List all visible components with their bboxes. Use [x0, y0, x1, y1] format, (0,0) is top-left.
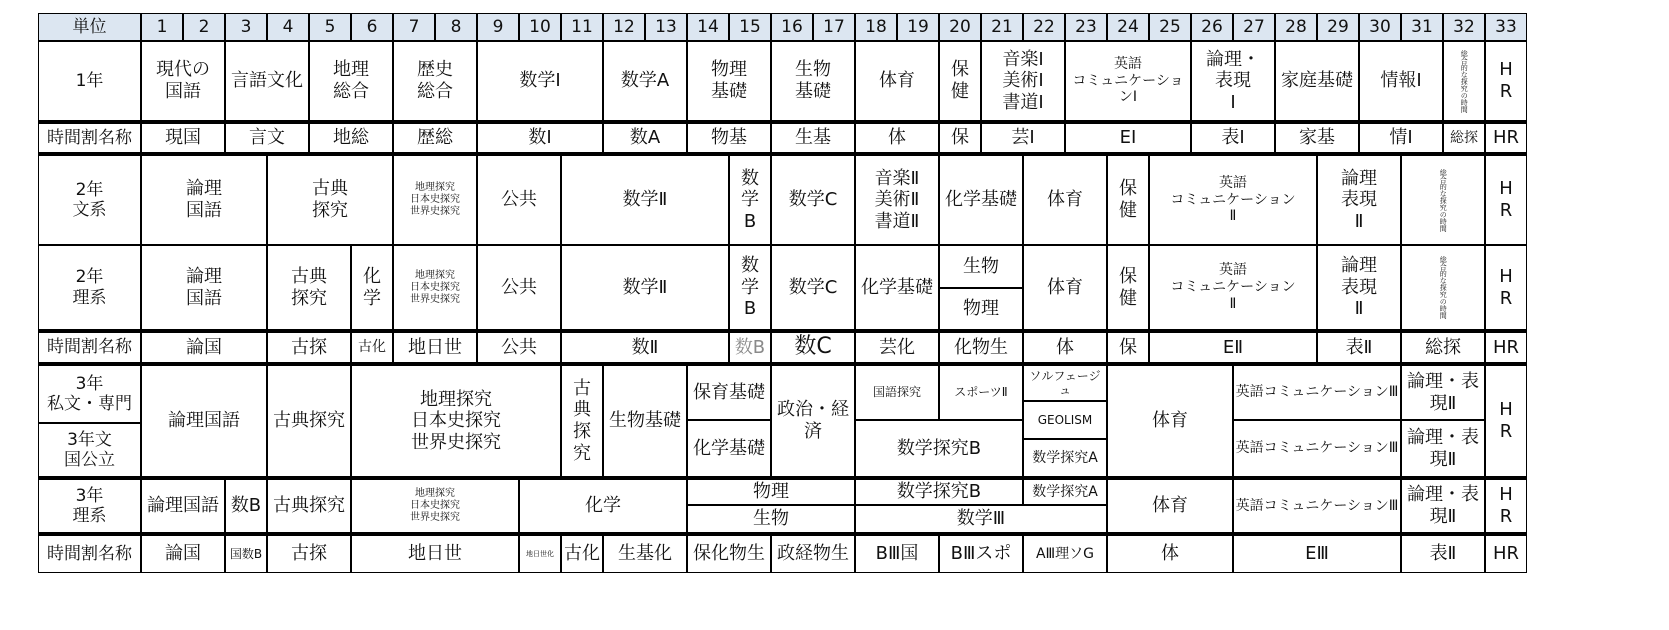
subject-cell: 数学Ⅱ [561, 153, 729, 245]
abbr-cell: 古化 [561, 533, 603, 573]
subject-cell: GEOLISM [1023, 401, 1107, 439]
subject-cell: 体育 [1107, 477, 1233, 533]
abbr-cell: 数Ⅰ [477, 121, 603, 153]
subject-cell: 数B [225, 477, 267, 533]
subject-cell: 英語 コミュニケーション Ⅱ [1149, 245, 1317, 330]
subject-cell: 体育 [1023, 245, 1107, 330]
subject-cell: 古典探究 [267, 477, 351, 533]
subject-cell: 論理 表現 Ⅱ [1317, 153, 1401, 245]
subject-cell: 物理 [939, 288, 1023, 330]
subject-cell: 音楽Ⅱ 美術Ⅱ 書道Ⅱ [855, 153, 939, 245]
abbr-cell: 数C [771, 330, 855, 363]
subject-cell: 地理 総合 [309, 41, 393, 121]
abbr-cell: 国数B [225, 533, 267, 573]
unit-number: 12 [603, 13, 645, 41]
subject-cell: 古典探究 [267, 363, 351, 477]
subject-cell: 地理探究 日本史探究 世界史探究 [393, 153, 477, 245]
subject-cell: 数学Ⅰ [477, 41, 603, 121]
abbr-cell: 公共 [477, 330, 561, 363]
abbr-cell: EⅡ [1149, 330, 1317, 363]
homeroom-cell: H R [1485, 153, 1527, 245]
subject-cell: 現代の 国語 [141, 41, 225, 121]
subject-cell: 体育 [1107, 363, 1233, 477]
abbr-cell: 芸化 [855, 330, 939, 363]
homeroom-cell: H R [1485, 363, 1527, 477]
subject-cell: 数学Ⅲ [855, 505, 1107, 533]
abbr-cell: 芸Ⅰ [981, 121, 1065, 153]
unit-number: 13 [645, 13, 687, 41]
subject-cell: ソルフェージュ [1023, 363, 1107, 401]
subject-cell: 地理探究 日本史探究 世界史探究 [393, 245, 477, 330]
subject-cell: 数学探究B [855, 420, 1023, 477]
subject-cell: 英語 コミュニケーション Ⅱ [1149, 153, 1317, 245]
timetable [38, 13, 1640, 611]
abbr-cell: 体 [855, 121, 939, 153]
subject-cell: 論理 表現 Ⅱ [1317, 245, 1401, 330]
unit-number: 26 [1191, 13, 1233, 41]
subject-cell: 英語コミュニケーションⅢ [1233, 363, 1401, 420]
subject-cell: 体育 [855, 41, 939, 121]
unit-number: 5 [309, 13, 351, 41]
unit-number: 2 [183, 13, 225, 41]
subject-cell: 情報Ⅰ [1359, 41, 1443, 121]
abbr-cell: 体 [1023, 330, 1107, 363]
subject-cell: 数学探究A [1023, 477, 1107, 505]
abbr-cell: 化物生 [939, 330, 1023, 363]
subject-cell-vertical: 総合的な探究の時間 [1443, 41, 1485, 121]
homeroom-cell: H R [1485, 41, 1527, 121]
unit-number: 22 [1023, 13, 1065, 41]
subject-cell: 物理 [687, 477, 855, 505]
unit-number: 19 [897, 13, 939, 41]
abbr-cell: 生基 [771, 121, 855, 153]
row-label-year3-national: 3年文 国公立 [38, 423, 141, 477]
abbr-cell: 数B [729, 330, 771, 363]
subject-cell: 保 健 [1107, 153, 1149, 245]
abbr-cell: 論国 [141, 330, 267, 363]
row-label-timetable-name: 時間割名称 [38, 121, 141, 153]
abbr-cell: 生基化 [603, 533, 687, 573]
subject-cell: 論理 国語 [141, 245, 267, 330]
unit-number: 33 [1485, 13, 1527, 41]
unit-number: 8 [435, 13, 477, 41]
abbr-cell: 古化 [351, 330, 393, 363]
abbr-cell: 歴総 [393, 121, 477, 153]
subject-cell: 化学基礎 [855, 245, 939, 330]
unit-number: 3 [225, 13, 267, 41]
subject-cell: 数学C [771, 153, 855, 245]
subject-cell: 公共 [477, 153, 561, 245]
abbr-cell: 地日世化 [519, 533, 561, 573]
abbr-cell: HR [1485, 121, 1527, 153]
unit-number: 32 [1443, 13, 1485, 41]
subject-cell: 論理国語 [141, 477, 225, 533]
subject-cell: 音楽Ⅰ 美術Ⅰ 書道Ⅰ [981, 41, 1065, 121]
subject-cell: 体育 [1023, 153, 1107, 245]
abbr-cell: 情Ⅰ [1359, 121, 1443, 153]
abbr-cell: 地日世 [351, 533, 519, 573]
unit-number: 15 [729, 13, 771, 41]
abbr-cell: HR [1485, 330, 1527, 363]
abbr-cell: 表Ⅰ [1191, 121, 1275, 153]
subject-cell: 保 健 [1107, 245, 1149, 330]
unit-number: 25 [1149, 13, 1191, 41]
abbr-cell: EⅠ [1065, 121, 1191, 153]
abbr-cell: 地総 [309, 121, 393, 153]
subject-cell: 化学 [519, 477, 687, 533]
subject-cell: 論理・ 表現 Ⅰ [1191, 41, 1275, 121]
abbr-cell: 古探 [267, 330, 351, 363]
abbr-cell: 物基 [687, 121, 771, 153]
subject-cell-vertical: 総合的な探究の時間 [1401, 245, 1485, 330]
subject-cell: 数学探究B [855, 477, 1023, 505]
abbr-cell: 地日世 [393, 330, 477, 363]
subject-cell: 数学Ⅱ [561, 245, 729, 330]
homeroom-cell: H R [1485, 245, 1527, 330]
unit-number: 9 [477, 13, 519, 41]
abbr-cell: 総探 [1401, 330, 1485, 363]
abbr-cell: 論国 [141, 533, 225, 573]
unit-number: 14 [687, 13, 729, 41]
unit-number: 21 [981, 13, 1023, 41]
subject-cell: 古 典 探 究 [561, 363, 603, 477]
subject-cell: 公共 [477, 245, 561, 330]
subject-cell: スポーツⅡ [939, 363, 1023, 420]
abbr-cell: 保化物生 [687, 533, 771, 573]
subject-cell: 古典 探究 [267, 153, 393, 245]
subject-cell: 数 学 B [729, 245, 771, 330]
unit-number: 29 [1317, 13, 1359, 41]
abbr-cell: 古探 [267, 533, 351, 573]
unit-number: 24 [1107, 13, 1149, 41]
subject-cell: 地理探究 日本史探究 世界史探究 [351, 363, 561, 477]
subject-cell-vertical: 総合的な探究の時間 [1401, 153, 1485, 245]
abbr-cell: 現国 [141, 121, 225, 153]
unit-number: 27 [1233, 13, 1275, 41]
subject-cell: 化学基礎 [939, 153, 1023, 245]
unit-number: 18 [855, 13, 897, 41]
abbr-cell: HR [1485, 533, 1527, 573]
abbr-cell: AⅢ理ソG [1023, 533, 1107, 573]
abbr-cell: 政経物生 [771, 533, 855, 573]
abbr-cell: 保 [1107, 330, 1149, 363]
row-label-year3-private: 3年 私文・専門 [38, 363, 141, 423]
subject-cell: 生物 基礎 [771, 41, 855, 121]
subject-cell: 保 健 [939, 41, 981, 121]
abbr-cell: 表Ⅱ [1401, 533, 1485, 573]
subject-cell: 論理・表 現Ⅱ [1401, 477, 1485, 533]
unit-number: 17 [813, 13, 855, 41]
abbr-cell: 数Ⅱ [561, 330, 729, 363]
subject-cell: 国語探究 [855, 363, 939, 420]
abbr-cell: 数A [603, 121, 687, 153]
subject-cell: 論理 国語 [141, 153, 267, 245]
row-label-timetable-name: 時間割名称 [38, 330, 141, 363]
unit-number: 20 [939, 13, 981, 41]
unit-number: 23 [1065, 13, 1107, 41]
row-label-year1: 1年 [38, 41, 141, 121]
subject-cell: 論理国語 [141, 363, 267, 477]
subject-cell: 化学基礎 [687, 420, 771, 477]
subject-cell: 数学C [771, 245, 855, 330]
abbr-cell: EⅢ [1233, 533, 1401, 573]
subject-cell: 生物 [687, 505, 855, 533]
subject-cell: 英語 コミュニケーションⅠ [1065, 41, 1191, 121]
unit-number: 10 [519, 13, 561, 41]
abbr-cell: 言文 [225, 121, 309, 153]
subject-cell: 物理 基礎 [687, 41, 771, 121]
subject-cell: 数学A [603, 41, 687, 121]
unit-number: 11 [561, 13, 603, 41]
subject-cell: 生物基礎 [603, 363, 687, 477]
subject-cell: 政治・経済 [771, 363, 855, 477]
unit-number: 31 [1401, 13, 1443, 41]
subject-cell: 言語文化 [225, 41, 309, 121]
subject-cell: 化 学 [351, 245, 393, 330]
abbr-cell: 家基 [1275, 121, 1359, 153]
abbr-cell: 表Ⅱ [1317, 330, 1401, 363]
abbr-cell: 保 [939, 121, 981, 153]
unit-number: 4 [267, 13, 309, 41]
row-label-year3-science: 3年 理系 [38, 477, 141, 533]
unit-number: 30 [1359, 13, 1401, 41]
subject-cell: 歴史 総合 [393, 41, 477, 121]
unit-number: 6 [351, 13, 393, 41]
unit-number: 16 [771, 13, 813, 41]
subject-cell: 地理探究 日本史探究 世界史探究 [351, 477, 519, 533]
abbr-cell: 総探 [1443, 121, 1485, 153]
row-label-year2-humanities: 2年 文系 [38, 153, 141, 245]
unit-number: 28 [1275, 13, 1317, 41]
unit-number: 1 [141, 13, 183, 41]
subject-cell: 家庭基礎 [1275, 41, 1359, 121]
subject-cell: 数 学 B [729, 153, 771, 245]
row-label-year2-science: 2年 理系 [38, 245, 141, 330]
header-unit-label: 単位 [38, 13, 141, 41]
subject-cell: 英語コミュニケーションⅢ [1233, 477, 1401, 533]
subject-cell: 論理・表 現Ⅱ [1401, 420, 1485, 477]
subject-cell: 英語コミュニケーションⅢ [1233, 420, 1401, 477]
abbr-cell: BⅢ国 [855, 533, 939, 573]
subject-cell: 数学探究A [1023, 439, 1107, 477]
subject-cell: 生物 [939, 245, 1023, 288]
row-label-timetable-name: 時間割名称 [38, 533, 141, 573]
abbr-cell: BⅢスポ [939, 533, 1023, 573]
homeroom-cell: H R [1485, 477, 1527, 533]
unit-number: 7 [393, 13, 435, 41]
abbr-cell: 体 [1107, 533, 1233, 573]
subject-cell: 論理・表 現Ⅱ [1401, 363, 1485, 420]
subject-cell: 保育基礎 [687, 363, 771, 420]
subject-cell: 古典 探究 [267, 245, 351, 330]
